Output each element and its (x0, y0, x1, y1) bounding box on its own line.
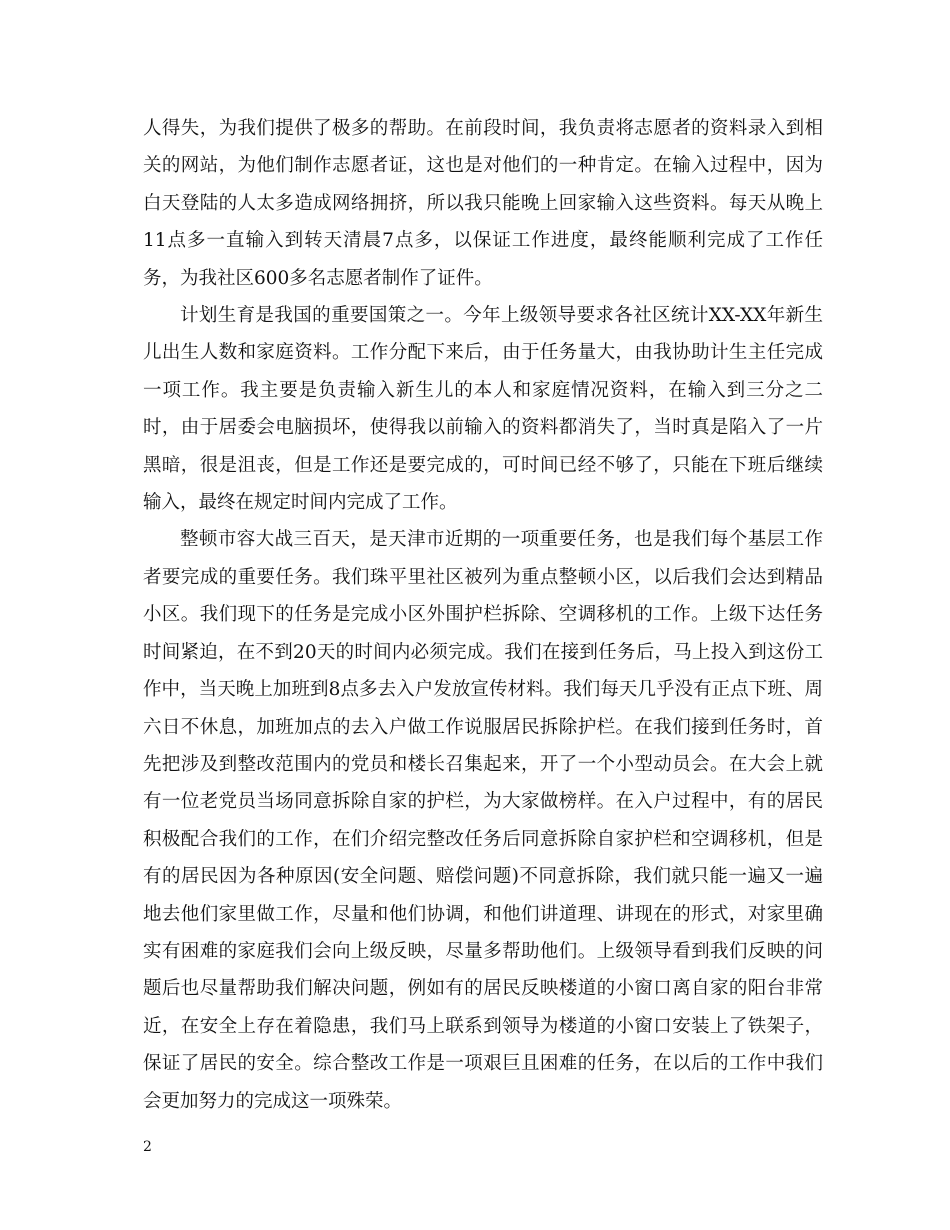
paragraph-family-planning: 计划生育是我国的重要国策之一。今年上级领导要求各社区统计XX-XX年新生儿出生人数和家庭资料。工作分配下来后，由于任务量大，由我协助计生主任完成一项工作。我主要是负责输入新生儿的本人和家庭情况资料，在输入到三分之二时，由于居委会电脑损坏，使得我以前输入的资料都消失了，当时真是陷入了一片黑暗，很是沮丧，但是工作还是要完成的，可时间已经不够了，只能在下班后继续输入，最终在规定时间内完成了工作。 (143, 305, 823, 514)
body-text (143, 110, 823, 1120)
paragraph-volunteer-records: 人得失，为我们提供了极多的帮助。在前段时间，我负责将志愿者的资料录入到相关的网站，为他们制作志愿者证，这也是对他们的一种肯定。在输入过程中，因为白天登陆的人太多造成网络拥挤，所以我只能晚上回家输入这些资料。每天从晚上11点多一直输入到转天清晨7点多，以保证工作进度，最终能顺利完成了工作任务，为我社区600多名志愿者制作了证件。 (143, 118, 823, 289)
paragraph-city-rectification: 整顿市容大战三百天，是天津市近期的一项重要任务，也是我们每个基层工作者要完成的重要任务。我们珠平里社区被列为重点整顿小区，以后我们会达到精品小区。我们现下的任务是完成小区外围护栏拆除、空调移机的工作。上级下达任务时间紧迫，在不到20天的时间内必须完成。我们在接到任务后，马上投入到这份工作中，当天晚上加班到8点多去入户发放宣传材料。我们每天几乎没有正点下班、周六日不休息，加班加点的去入户做工作说服居民拆除护栏。在我们接到任务时，首先把涉及到整改范围内的党员和楼长召集起来，开了一个小型动员会。在大会上就有一位老党员当场同意拆除自家的护栏，为大家做榜样。在入户过程中，有的居民积极配合我们的工作，在们介绍完整改任务后同意拆除自家护栏和空调移机，但是有的居民因为各种原因(安全问题、赔偿问题)不同意拆除，我们就只能一遍又一遍地去他们家里做工作，尽量和他们协调，和他们讲道理、讲现在的形式，对家里确实有困难的家庭我们会向上级反映，尽量多帮助他们。上级领导看到我们反映的问题后也尽量帮助我们解决问题，例如有的居民反映楼道的小窗口离自家的阳台非常近，在安全上存在着隐患，我们马上联系到领导为楼道的小窗口安装上了铁架子，保证了居民的安全。综合整改工作是一项艰巨且困难的任务，在以后的工作中我们会更加努力的完成这一项殊荣。 (143, 529, 823, 1112)
page-number: 2 (143, 1139, 152, 1155)
